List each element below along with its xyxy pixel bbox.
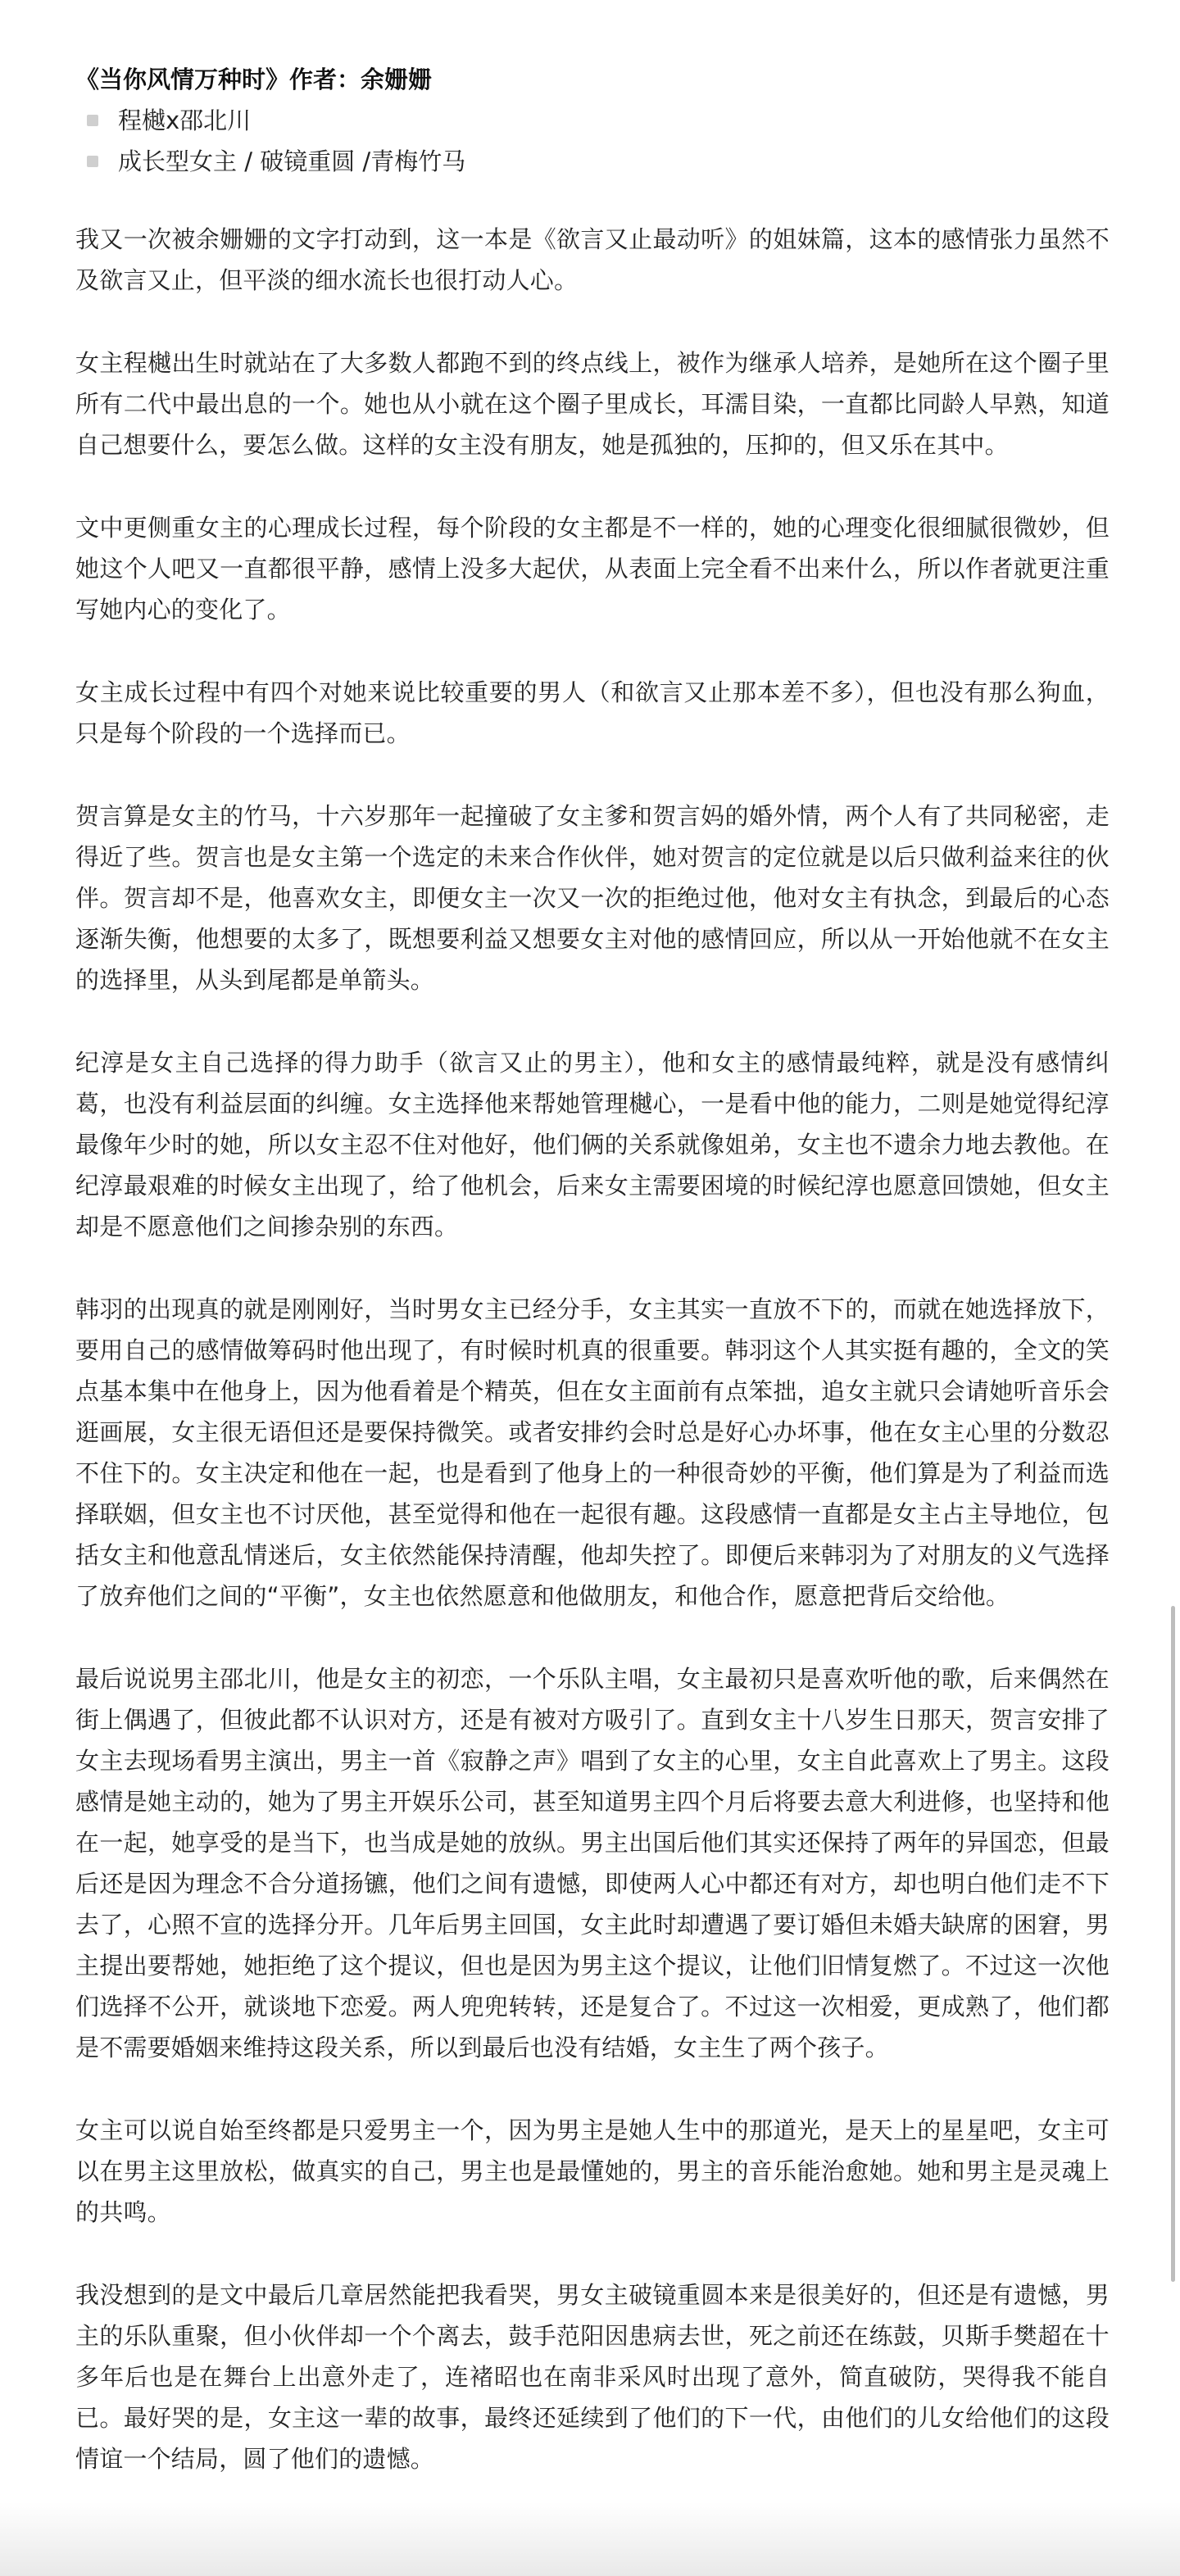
tag-item-couple [75, 100, 1110, 141]
article [75, 59, 1110, 2521]
tag-list [75, 100, 1110, 182]
tag-item-genre [75, 141, 1110, 182]
square-bullet-icon [87, 115, 98, 126]
vertical-scrollbar[interactable] [1171, 1606, 1175, 2282]
article-body [75, 219, 1110, 2479]
paragraph-shao-beichuan: 最后说说男主邵北川，他是女主的初恋，一个乐队主唱，女主最初只是喜欢听他的歌，后来偶然在街上偶遇了，但彼此都不认识对方，还是有被对方吸引了。直到女主十八岁生日那天，贺言安排了女主去现场看男主演出，男主一首《寂静之声》唱到了女主的心里，女主自此喜欢上了男主。这段感情是她主动的，她为了男主开娱乐公司，甚至知道男主四个月后将要去意大利进修，也坚持和他在一起，她享受的是当下，也当成是她的放纵。男主出国后他们其实还保持了两年的异国恋，但最后还是因为理念不合分道扬镳，他们之间有遗憾，即使两人心中都还有对方，却也明白他们走不下去了，心照不宣的选择分开。几年后男主回国，女主此时却遭遇了要订婚但未婚夫缺席的困窘，男主提出要帮她，她拒绝了这个提议，但也是因为男主这个提议，让他们旧情复燃了。不过这一次他们选择不公开，就谈地下恋爱。两人兜兜转转，还是复合了。不过这一次相爱，更成熟了，他们都是不需要婚姻来维持这段关系，所以到最后也没有结婚，女主生了两个孩子。 [75, 1665, 1110, 2061]
paragraph-heroine: 女主程樾出生时就站在了大多数人都跑不到的终点线上，被作为继承人培养，是她所在这个圈子里所有二代中最出息的一个。她也从小就在这个圈子里成长，耳濡目染，一直都比同龄人早熟，知道自己想要什么，要怎么做。这样的女主没有朋友，她是孤独的，压抑的，但又乐在其中。 [75, 349, 1110, 459]
paragraph-four-men: 女主成长过程中有四个对她来说比较重要的男人（和欲言又止那本差不多），但也没有那么狗血，只是每个阶段的一个选择而已。 [75, 678, 1110, 747]
square-bullet-icon [87, 156, 98, 167]
paragraph-growth: 文中更侧重女主的心理成长过程，每个阶段的女主都是不一样的，她的心理变化很细腻很微妙，但她这个人吧又一直都很平静，感情上没多大起伏，从表面上完全看不出来什么，所以作者就更注重写她内心的变化了。 [75, 514, 1110, 624]
paragraph-intro: 我又一次被余姗姗的文字打动到，这一本是《欲言又止最动听》的姐妹篇，这本的感情张力虽然不及欲言又止，但平淡的细水流长也很打动人心。 [75, 225, 1110, 294]
paragraph-he-yan: 贺言算是女主的竹马，十六岁那年一起撞破了女主爹和贺言妈的婚外情，两个人有了共同秘密，走得近了些。贺言也是女主第一个选定的未来合作伙伴，她对贺言的定位就是以后只做利益来往的伙伴。贺言却不是，他喜欢女主，即便女主一次又一次的拒绝过他，他对女主有执念，到最后的心态逐渐失衡，他想要的太多了，既想要利益又想要女主对他的感情回应，所以从一开始他就不在女主的选择里，从头到尾都是单箭头。 [75, 802, 1110, 994]
paragraph-ending: 我没想到的是文中最后几章居然能把我看哭，男女主破镜重圆本来是很美好的，但还是有遗憾，男主的乐队重聚，但小伙伴却一个个离去，鼓手范阳因患病去世，死之前还在练鼓，贝斯手樊超在十多年后也是在舞台上出意外走了，连褚昭也在南非采风时出现了意外，简直破防，哭得我不能自已。最好哭的是，女主这一辈的故事，最终还延续到了他们的下一代，由他们的儿女给他们的这段情谊一个结局，圆了他们的遗憾。 [75, 2281, 1110, 2473]
tag-text: 程樾x邵北川 [118, 107, 252, 134]
paragraph-love: 女主可以说自始至终都是只爱男主一个，因为男主是她人生中的那道光，是天上的星星吧，女主可以在男主这里放松，做真实的自己，男主也是最懂她的，男主的音乐能治愈她。她和男主是灵魂上的共鸣。 [75, 2116, 1110, 2226]
paragraph-han-yu: 韩羽的出现真的就是刚刚好，当时男女主已经分手，女主其实一直放不下的，而就在她选择放下，要用自己的感情做筹码时他出现了，有时候时机真的很重要。韩羽这个人其实挺有趣的，全文的笑点基本集中在他身上，因为他看着是个精英，但在女主面前有点笨拙，追女主就只会请她听音乐会逛画展，女主很无语但还是要保持微笑。或者安排约会时总是好心办坏事，他在女主心里的分数忍不住下的。女主决定和他在一起，也是看到了他身上的一种很奇妙的平衡，他们算是为了利益而选择联姻，但女主也不讨厌他，甚至觉得和他在一起很有趣。这段感情一直都是女主占主导地位，包括女主和他意乱情迷后，女主依然能保持清醒，他却失控了。即便后来韩羽为了对朋友的义气选择了放弃他们之间的“平衡”，女主也依然愿意和他做朋友，和他合作，愿意把背后交给他。 [75, 1295, 1110, 1610]
paragraph-ji-chun: 纪淳是女主自己选择的得力助手（欲言又止的男主），他和女主的感情最纯粹，就是没有感情纠葛，也没有利益层面的纠缠。女主选择他来帮她管理樾心，一是看中他的能力，二则是她觉得纪淳最像年少时的她，所以女主忍不住对他好，他们俩的关系就像姐弟，女主也不遗余力地去教他。在纪淳最艰难的时候女主出现了，给了他机会，后来女主需要困境的时候纪淳也愿意回馈她，但女主却是不愿意他们之间掺杂别的东西。 [75, 1049, 1110, 1240]
bottom-fade-overlay [0, 2502, 1180, 2576]
tag-text: 成长型女主 / 破镜重圆 /青梅竹马 [118, 147, 466, 175]
article-title: 《当你风情万种时》作者：余姗姗 [75, 66, 433, 93]
